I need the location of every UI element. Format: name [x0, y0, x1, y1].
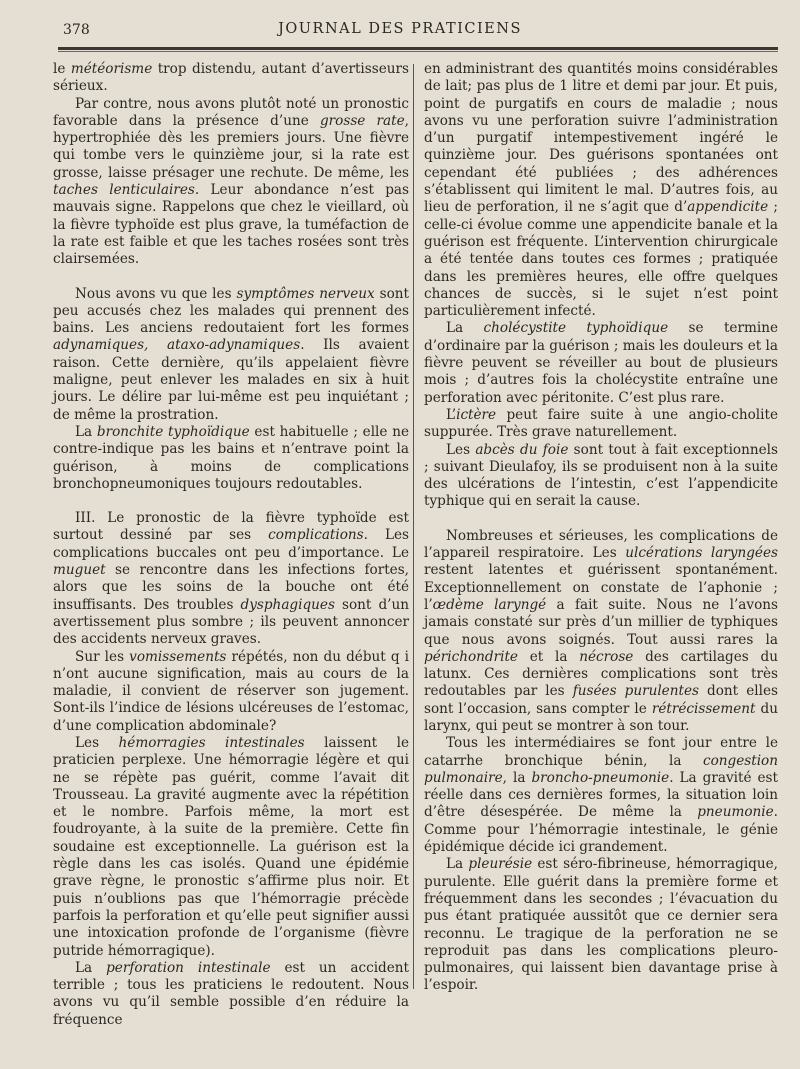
text-run: . Comme pour l’hémorragie intestinale, le génie épidémique décide ici grandement. [424, 804, 778, 856]
text-run: La [75, 959, 107, 976]
italic-term: ictère [456, 406, 497, 423]
text-run: le [53, 61, 71, 77]
text-run: , la [502, 769, 532, 786]
text-run: . Les complications buccales ont peu d’importance. Le [53, 527, 409, 561]
italic-term: appendicite [687, 199, 769, 216]
left-column [53, 61, 409, 1029]
italic-term: nécrose [579, 648, 634, 665]
right-column [424, 61, 778, 995]
text-run: Les [75, 734, 119, 751]
italic-term: œdème laryngé [432, 596, 547, 613]
paragraph [53, 424, 409, 493]
text-run: Par contre, nous avons plutôt noté un pronostic favorable dans la présence d’une [53, 95, 409, 129]
italic-term: vomissements [129, 648, 227, 665]
text-run: Tous les intermédiaires se font jour entre le catarrhe bronchique bénin, la [424, 735, 778, 769]
text-run: est un accident terrible ; tous les praticiens le redoutent. Nous avons vu qu’il semble possible d’en réduire la fréquence [53, 959, 409, 1028]
running-header [0, 20, 800, 44]
text-run: La [446, 856, 469, 873]
column-divider [413, 64, 414, 989]
text-run: Sur les [75, 648, 130, 665]
paragraph [53, 96, 409, 269]
italic-term: ulcérations laryngées [625, 545, 778, 562]
text-run: L’ [446, 406, 457, 423]
text-run: . Leur abondance n’est pas mauvais signe. Rappelons que chez le vieillard, où la fièvre typhoïde est plus grave, la tuméfaction de la rate est faible et que les taches rosées sont très clairsemées. [53, 182, 409, 268]
paragraph [424, 61, 778, 320]
text-run: ; celle-ci évolue comme une appendicite banale et la guérison est fréquente. L’intervention chirurgicale a été tentée dans toutes ces formes ; pratiquée dans les premières heures, elle offre quelques chances de succès, si le sujet n’est point particulièrement infecté. [424, 199, 778, 320]
italic-term: dysphagiques [240, 596, 335, 613]
italic-term: abcès du foie [475, 441, 569, 458]
header-rule-thin [58, 51, 778, 52]
paragraph [53, 735, 409, 960]
italic-term: taches lenticulaires [53, 182, 195, 199]
paragraph [424, 407, 778, 442]
italic-term: congestion pulmonaire [424, 752, 778, 786]
paragraph [53, 510, 409, 648]
italic-term: hémorragies intestinales [118, 734, 305, 751]
text-run: Les [446, 441, 476, 458]
paragraph [424, 735, 778, 856]
text-run: Nous avons vu que les [75, 285, 237, 302]
paragraph [424, 442, 778, 511]
paragraph [53, 61, 409, 96]
paragraph [53, 649, 409, 735]
text-run: . Ils avaient raison. Cette dernière, qu’ils appelaient fièvre maligne, peut enlever les malades en six à huit jours. Le délire par lui-même est peu inquiétant ; de même la prostration. [53, 337, 409, 423]
text-run: , hypertrophiée dès les premiers jours. Une fièvre qui tombe vers le quinzième jour, si la rate est grosse, laisse présager une rechute. De même, les [53, 112, 409, 181]
text-run: restent latentes et guérissent spontanément. Exceptionnellement on constate de l’aphonie ; l’ [424, 562, 778, 613]
page-number: 378 [63, 22, 90, 38]
journal-title: JOURNAL DES PRATICIENS [278, 21, 522, 37]
italic-term: complications [268, 527, 364, 544]
text-run: a fait suite. Nous ne l’avons jamais constaté sur près d’un millier de typhiques que nous avons soignés. Tout aussi rares la [424, 596, 778, 648]
italic-term: périchondrite [424, 648, 518, 665]
text-run: La [75, 423, 97, 440]
text-run: est séro-fibrineuse, hémorragique, purulente. Elle guérit dans la première forme et fréquemment dans les secondes ; l’évacuation du pus étant pratiquée aussitôt que ce dernier sera reconnu. Le tragique de la perforation ne se reproduit pas dans les complications pleuro-pulmonaires, qui laissent bien davantage prise à l’espoir. [424, 856, 778, 994]
italic-term: pneumonie [697, 804, 774, 821]
text-run: sont peu accusés chez les malades qui prennent des bains. Les anciens redoutaient fort les formes [53, 285, 410, 337]
header-rule [58, 47, 778, 50]
text-run: se termine d’ordinaire par la guérison ; mais les douleurs et la fièvre peuvent se réveiller au bout de plusieurs mois ; d’autres fois la cholécystite entraîne une perforation avec péritonite. C’est plus rare. [424, 320, 778, 406]
text-run: en administrant des quantités moins considérables de lait; pas plus de 1 litre et demi par jour. Et puis, point de purgatifs en cours de maladie ; nous avons vu une perforation suivre l’administration d’un purgatif intempestivement ingéré le quinzième jour. Des guérisons spontanées ont cependant été publiées ; des adhérences s’établissent qui limitent le mal. D’autres fois, au lieu de perforation, il ne s’agit que d’ [424, 61, 778, 216]
paragraph [424, 528, 778, 736]
text-run: sont tout à fait exceptionnels ; suivant Dieulafoy, ils se produisent non à la suite des ulcérations de l’intestin, c’est l’appendicite typhique qui en serait la cause. [424, 441, 778, 510]
text-run: . La gravité est réelle dans ces dernières formes, la situation loin d’être désespérée. De même la [424, 769, 778, 821]
text-run: sont d’un avertissement plus sombre ; ils peuvent annoncer des accidents nerveux graves. [53, 596, 409, 648]
text-run: et la [517, 648, 580, 665]
italic-term: rétrécissement [651, 700, 756, 717]
text-run: dont elles sont l’occasion, sans compter le [424, 683, 778, 717]
italic-term: adynamiques, ataxo-adynamiques [53, 337, 301, 354]
text-run: peut faire suite à une angio-cholite suppurée. Très grave naturellement. [424, 406, 778, 441]
paragraph [53, 960, 409, 1029]
text-run: du larynx, qui peut se montrer à son tour. [424, 700, 778, 734]
italic-term: symptômes nerveux [236, 285, 375, 302]
text-run: Nombreuses et sérieuses, les complications de l’appareil respiratoire. Les [424, 527, 778, 562]
italic-term: météorisme [70, 61, 153, 77]
text-run: se rencontre dans les infections fortes, alors que les soins de la bouche ont été insuffisants. Des troubles [53, 562, 409, 613]
italic-term: fusées purulentes [572, 683, 699, 700]
italic-term: perforation intestinale [106, 959, 271, 976]
italic-term: pleurésie [468, 856, 533, 873]
paragraph [424, 856, 778, 994]
paragraph [53, 286, 409, 424]
text-run: répétés, non du début q i n’ont aucune signification, mais au cours de la maladie, il convient de réserver son jugement. Sont-ils l’indice de lésions ulcéreuses de l’estomac, d’une complication abdominale? [53, 648, 410, 734]
text-run: est habituelle ; elle ne contre-indique pas les bains et n’entrave point la guérison, à moins de complications bronchopneumoniques toujours redoutables. [53, 423, 409, 492]
text-run: trop distendu, autant d’avertisseurs sérieux. [53, 61, 410, 95]
text-run: La [446, 320, 484, 337]
italic-term: bronchite typhoïdique [96, 423, 250, 440]
italic-term: broncho-pneumonie [531, 769, 670, 786]
italic-term: cholécystite typhoïdique [483, 320, 669, 337]
paragraph [424, 320, 778, 406]
text-run: des cartilages du latunx. Ces dernières complications sont très redoutables par les [424, 648, 778, 700]
italic-term: muguet [53, 562, 106, 579]
italic-term: grosse rate [319, 112, 405, 129]
text-run: III. Le pronostic de la fièvre typhoïde est surtout dessiné par ses [53, 510, 409, 544]
text-run: laissent le praticien perplexe. Une hémorragie légère et qui ne se répète pas guérit, comme l’avait dit Trousseau. La gravité augmente avec la répétition et le nombre. Parfois même, la mort est foudroyante, à la suite de la première. Cette fin soudaine est exceptionnelle. La guérison est la règle dans les cas isolés. Quand une épidémie grave règne, le pronostic s’affirme plus noir. Et puis n’oublions pas que l’hémorragie précède parfois la perforation et qu’elle peut signifier aussi une intoxication profonde de l’organisme (fièvre putride hémorragique). [53, 734, 409, 959]
